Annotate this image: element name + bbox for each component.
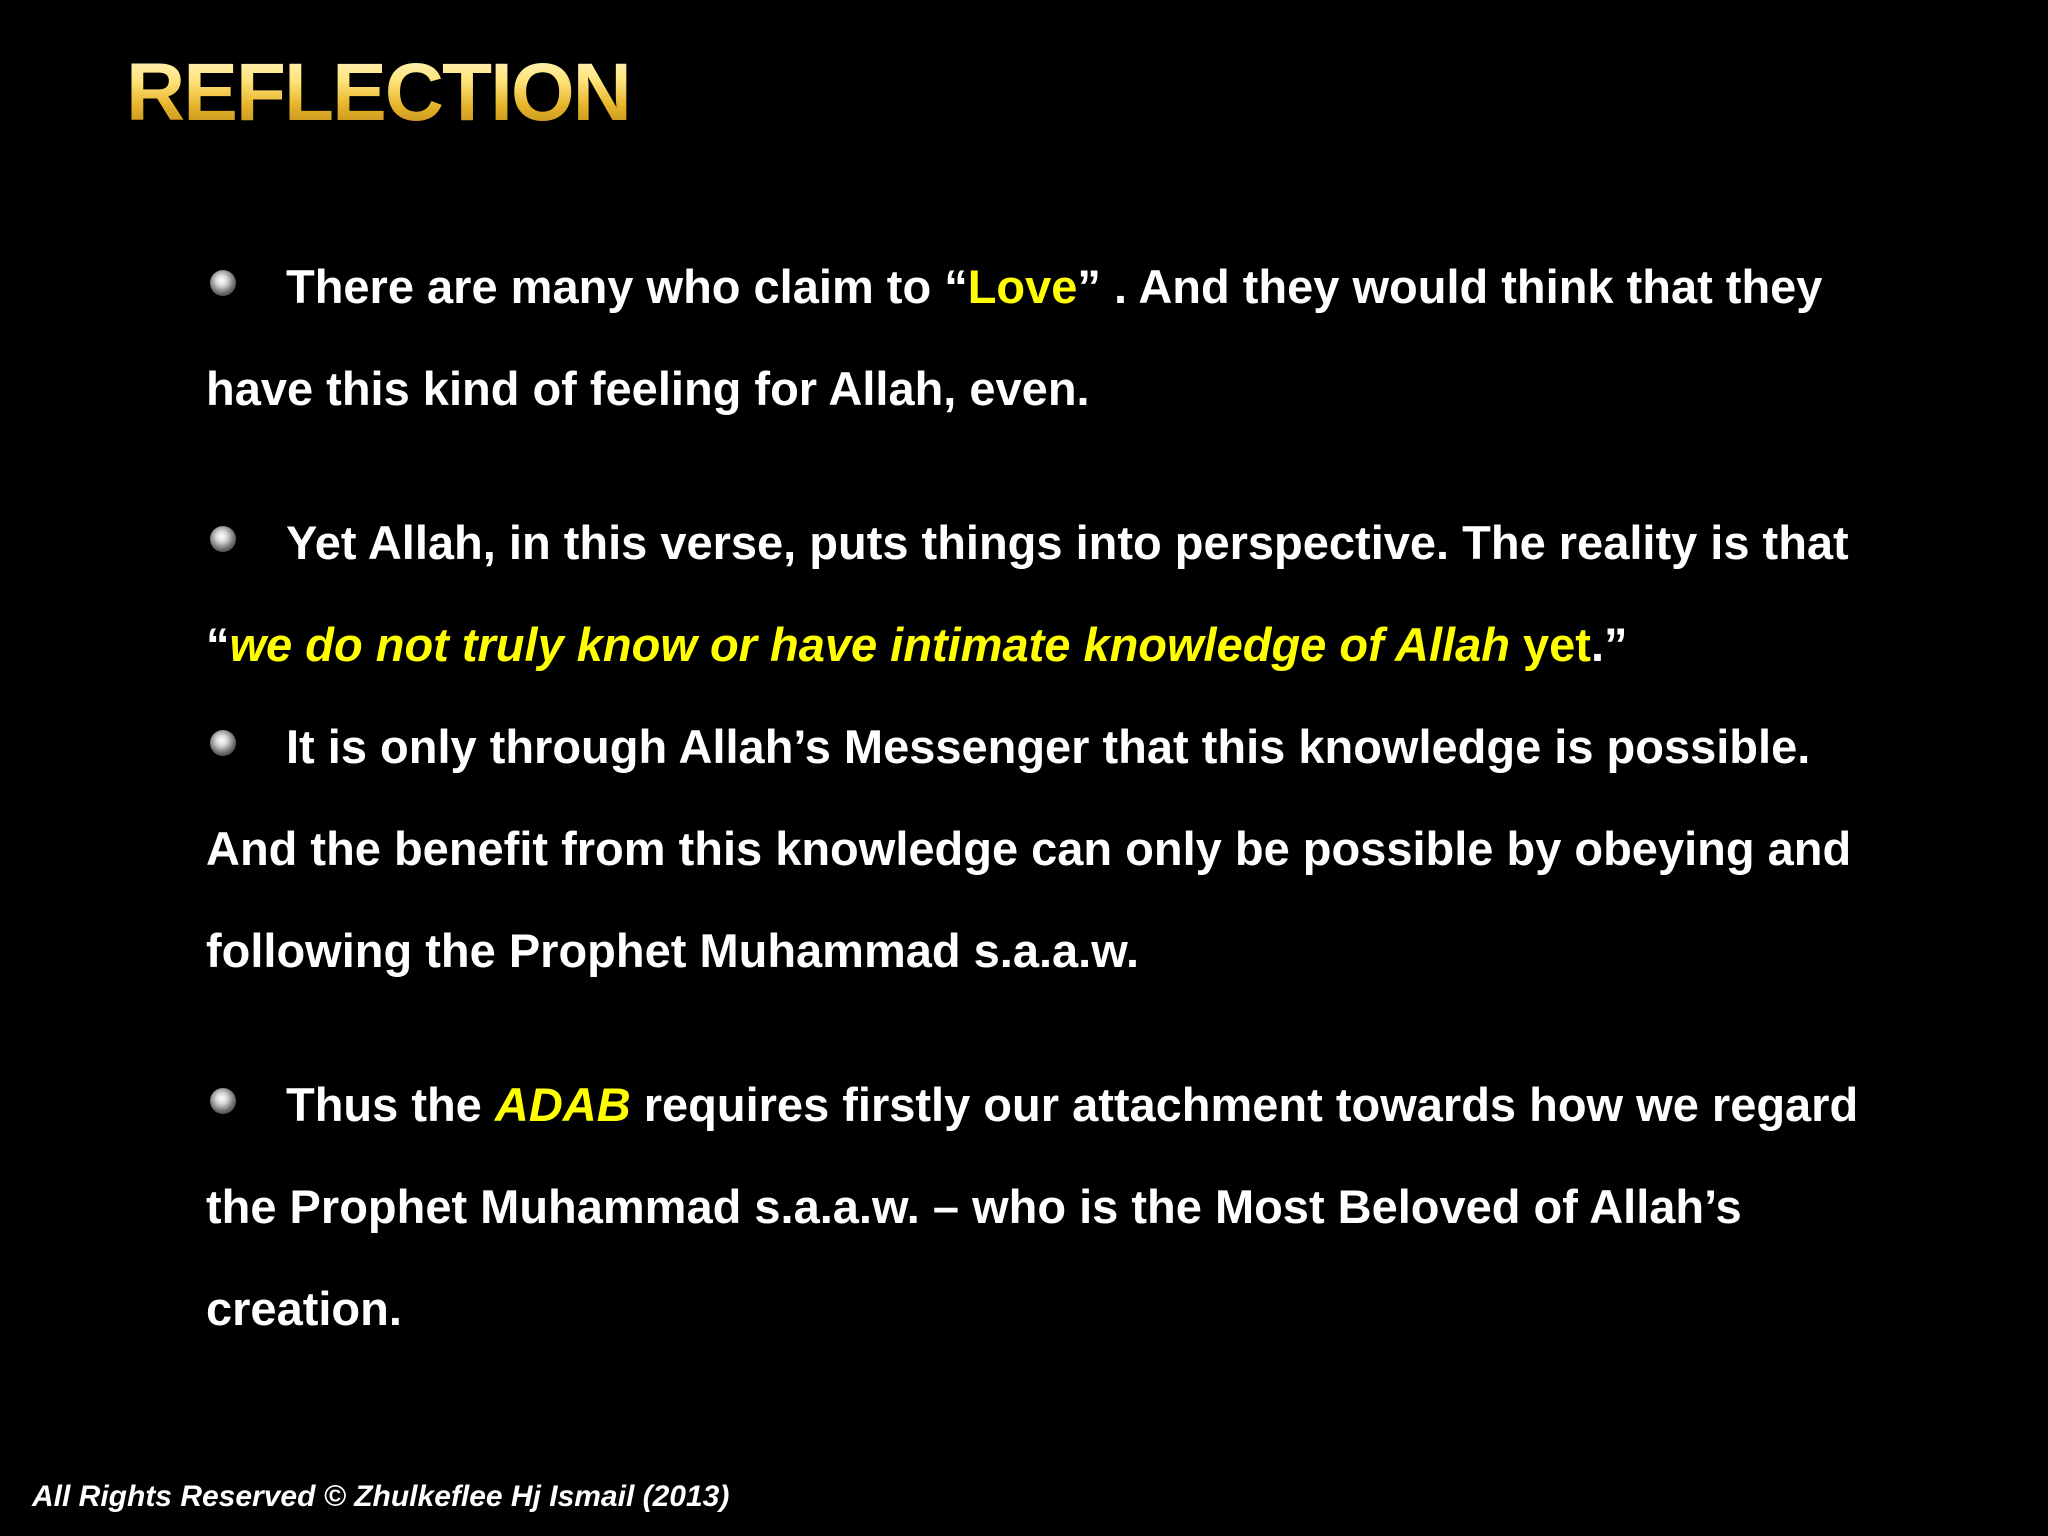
sphere-bullet-icon — [210, 526, 236, 552]
p2-text-a: Yet Allah, in this verse, puts things into perspective. The reality is that “ — [206, 516, 1849, 671]
sphere-bullet-icon — [210, 1088, 236, 1114]
copyright-footer: All Rights Reserved © Zhulkeflee Hj Ismail (2013) — [32, 1480, 730, 1513]
bullet-paragraph-3 — [206, 696, 1886, 1002]
p1-text-c: ” . And they would think that they have this kind of feeling for Allah, even. — [206, 260, 1823, 415]
sphere-bullet-icon — [210, 270, 236, 296]
p4-text-a: Thus the — [286, 1078, 495, 1131]
bullet-paragraph-4 — [206, 1054, 1886, 1360]
p1-text-a: There are many who claim to “ — [286, 260, 968, 313]
bullet-paragraph-2 — [206, 492, 1886, 696]
bullet-paragraph-1 — [206, 236, 1886, 440]
p4-text-c: requires firstly our attachment towards how we regard the Prophet Muhammad s.a.a.w. – who is the Most Beloved of Allah’s creation. — [206, 1078, 1859, 1335]
p3-text-a: It is only through Allah’s Messenger that this knowledge is possible. And the benefit from this knowledge can only be possible by obeying and following the Prophet Muhammad s.a.a.w. — [206, 720, 1852, 977]
slide-body — [206, 236, 1886, 1360]
p2-highlight-quote: we do not truly know or have intimate knowledge of Allah — [229, 618, 1510, 671]
p2-highlight-yet: yet — [1509, 618, 1591, 671]
p1-highlight-love: Love — [967, 260, 1078, 313]
p2-text-d: .” — [1590, 618, 1628, 671]
slide-title: REFLECTION — [126, 47, 630, 138]
sphere-bullet-icon — [210, 730, 236, 756]
p4-highlight-adab: ADAB — [494, 1078, 631, 1131]
